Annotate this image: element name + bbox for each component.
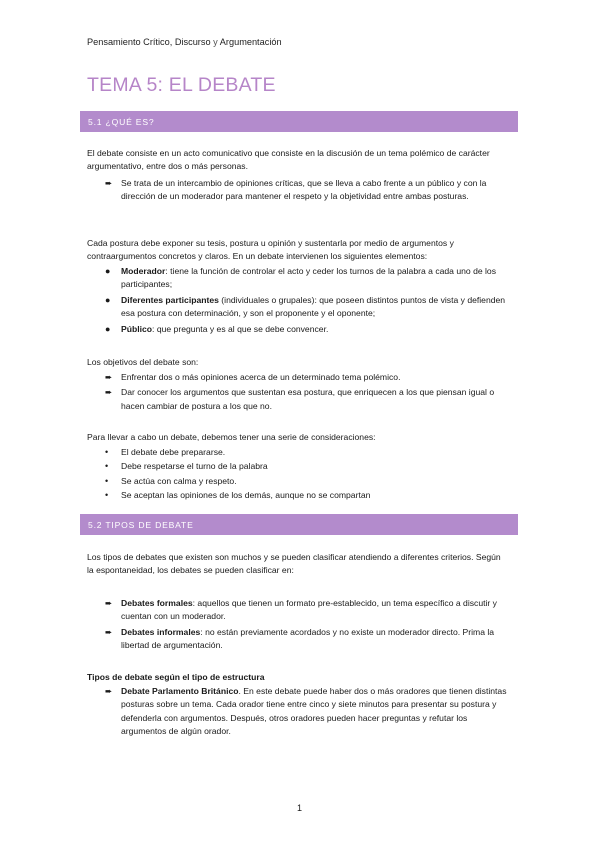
pointing-hand-icon: ➨ bbox=[105, 387, 113, 398]
term-participantes: Diferentes participantes bbox=[121, 294, 219, 305]
bullet-dot-icon: • bbox=[105, 461, 109, 472]
paragraph-consideraciones: Para llevar a cabo un debate, debemos tener una serie de consideraciones: bbox=[87, 432, 376, 442]
list-item bbox=[87, 597, 511, 624]
list-item-text: : que pregunta y es al que se debe convencer. bbox=[152, 323, 329, 334]
list-item bbox=[87, 294, 511, 321]
list-item bbox=[87, 626, 511, 653]
list-item-text: : no están previamente acordados y no existe un moderador directo. Prima la libertad de argumentación. bbox=[121, 626, 495, 651]
term-publico: Público bbox=[121, 323, 153, 334]
page-title: TEMA 5: EL DEBATE bbox=[87, 74, 276, 96]
list-item-text: Debe respetarse el turno de la palabra bbox=[121, 461, 268, 472]
bullet-dot-icon: • bbox=[105, 475, 109, 486]
list-consideraciones bbox=[87, 446, 511, 503]
list-item bbox=[87, 460, 511, 473]
list-item bbox=[87, 446, 511, 459]
subheading-estructura: Tipos de debate según el tipo de estructura bbox=[87, 672, 265, 682]
list-item-text: (individuales o grupales): que poseen distintos puntos de vista y defienden esa postura con determinación, y son el proponente y el oponente; bbox=[121, 294, 506, 319]
running-header bbox=[87, 37, 282, 47]
list-item-text: : aquellos que tienen un formato pre-establecido, un tema específico a discutir y cuentan con un moderador. bbox=[121, 598, 497, 622]
paragraph-objetivos: Los objetivos del debate son: bbox=[87, 357, 199, 367]
paragraph-definition: El debate consiste en un acto comunicativo que consiste en la discusión de un tema polémico de carácter argumentativo, entre dos o más personas. bbox=[87, 148, 490, 172]
paragraph-tipos: Los tipos de debates que existen son muchos y se pueden clasificar atendiendo a diferentes criterios. Según la espontaneidad, los debates se pueden clasificar en: bbox=[87, 552, 501, 576]
list-estructura bbox=[87, 685, 511, 739]
list-espontaneidad bbox=[87, 597, 511, 653]
section-heading-que-es: 5.1 ¿QUÉ ES? bbox=[80, 111, 518, 132]
list-item-text: Enfrentar dos o más opiniones acerca de un determinado tema polémico. bbox=[121, 372, 401, 382]
bullet-dot-icon: • bbox=[105, 490, 109, 501]
term-moderador: Moderador bbox=[121, 266, 166, 276]
list-item bbox=[87, 323, 511, 336]
term-parlamento-britanico: Debate Parlamento Británico bbox=[121, 686, 239, 696]
bullet-dot-icon: ● bbox=[105, 294, 111, 305]
list-item-text: . En este debate puede haber dos o más oradores que tienen distintas posturas sobre un tema. Cada orador tiene entre cinco y siete minutos para presentar su postura y defenderla con argumentos. Después, otros oradores pueden hacer preguntas y refutar los argumentos de algún orador. bbox=[121, 686, 507, 737]
bullet-dot-icon: • bbox=[105, 447, 109, 457]
list-item-text: Dar conocer los argumentos que sustentan esa postura, que enriquecen a los que piensan igual o hacen cambiar de postura a los que no. bbox=[121, 387, 495, 411]
list-item bbox=[87, 386, 511, 413]
list-item bbox=[87, 685, 511, 739]
list-item-text: Se aceptan las opiniones de los demás, aunque no se compartan bbox=[121, 490, 371, 501]
term-debates-formales: Debates formales bbox=[121, 598, 193, 608]
page-number: 1 bbox=[296, 803, 302, 813]
pointing-hand-icon: ➨ bbox=[105, 686, 113, 696]
pointing-hand-icon: ➨ bbox=[105, 598, 113, 608]
pointing-hand-icon: ➨ bbox=[105, 178, 113, 188]
list-item-text: Se actúa con calma y respeto. bbox=[121, 475, 237, 486]
list-item bbox=[87, 371, 511, 384]
section-heading-tipos: 5.2 TIPOS DE DEBATE bbox=[80, 514, 518, 535]
list-item-text: El debate debe prepararse. bbox=[121, 447, 226, 457]
header-text-2: y bbox=[210, 37, 220, 47]
header-text-1: Pensamiento Crítico, Discurso bbox=[87, 37, 211, 47]
paragraph-postura: Cada postura debe exponer su tesis, postura u opinión y sustentarla por medio de argumentos y contraargumentos concretos y claros. En un debate intervienen los siguientes elementos: bbox=[87, 238, 454, 262]
list-item bbox=[87, 475, 511, 488]
header-text-3: Argumentación bbox=[219, 37, 282, 47]
bullet-dot-icon: ● bbox=[105, 266, 111, 276]
list-elementos bbox=[87, 265, 511, 336]
list-item-text: : tiene la función de controlar el acto y ceder los turnos de la palabra a cada uno de los participantes; bbox=[121, 266, 496, 290]
list-item-text: Se trata de un intercambio de opiniones críticas, que se lleva a cabo frente a un público y con la dirección de un moderador para mantener el respeto y la objetividad entre ambas posturas. bbox=[121, 178, 487, 202]
list-item bbox=[87, 177, 511, 204]
list-objetivos bbox=[87, 371, 511, 413]
bullet-dot-icon: ● bbox=[105, 323, 111, 334]
list-intercambio bbox=[87, 177, 511, 204]
pointing-hand-icon: ➨ bbox=[105, 372, 113, 382]
list-item bbox=[87, 489, 511, 502]
list-item bbox=[87, 265, 511, 292]
term-debates-informales: Debates informales bbox=[121, 626, 201, 637]
pointing-hand-icon: ➨ bbox=[105, 626, 113, 637]
